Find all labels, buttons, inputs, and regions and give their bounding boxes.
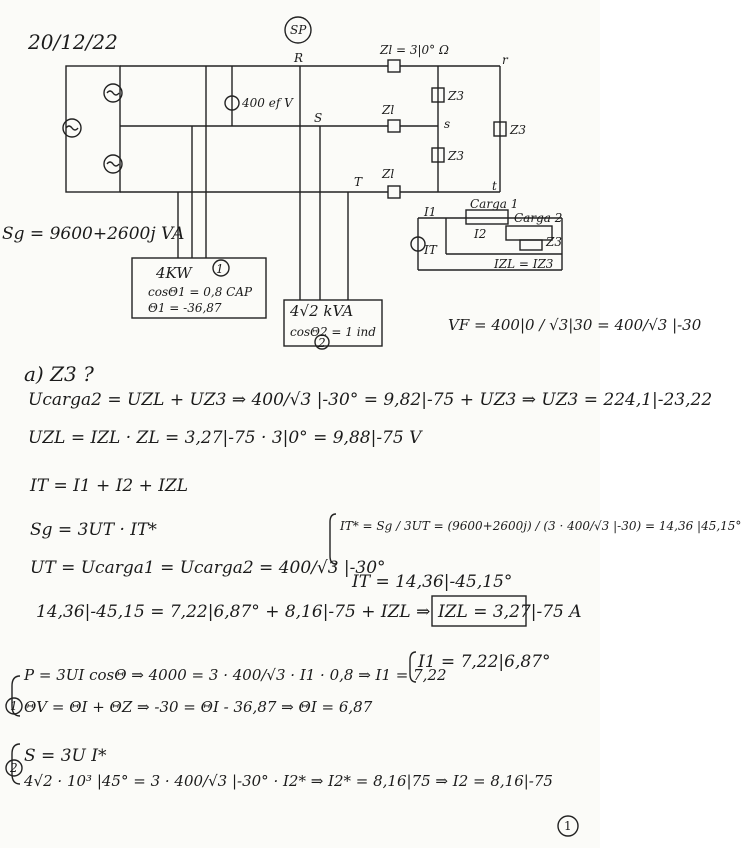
- eq-s-conj: S = 3U I*: [24, 746, 107, 766]
- voltmeter-label: 400 ef V: [242, 96, 293, 110]
- zl-r-box: [388, 60, 400, 72]
- inset-z3-box: [520, 240, 542, 250]
- vf-formula: VF = 400|0 / √3|30 = 400/√3 |-30: [448, 316, 702, 334]
- inset-it-label: IT: [424, 243, 437, 257]
- inset-carga1-box: [466, 210, 508, 224]
- inset-carga2-label: Carga 2: [514, 211, 563, 225]
- step2-marker: 2: [10, 761, 18, 775]
- phase-s-label: S: [314, 111, 323, 125]
- eq-it-sum: IT = I1 + I2 + IZL: [30, 476, 189, 496]
- zl-t-box: [388, 186, 400, 198]
- eq-i2: 4√2 · 10³ |45° = 3 · 400/√3 |-30° · I2* ⇒ I2* = 8,16|75 ⇒ I2 = 8,16|-75: [24, 772, 553, 790]
- eq-it-conj: IT* = Sg / 3UT = (9600+2600j) / (3 · 400/√3 |-30) = 14,36 |45,15°: [340, 519, 741, 533]
- load1-angle: Θ1 = -36,87: [148, 301, 222, 315]
- node-s-label: s: [444, 117, 451, 131]
- eq-power-i1: P = 3UI cosΘ ⇒ 4000 = 3 · 400/√3 · I1 · 0,8 ⇒ I1 = 7,22: [24, 666, 447, 684]
- eq-uzl: UZL = IZL · ZL = 3,27|-75 · 3|0° = 9,88|-75 V: [28, 428, 422, 448]
- load2-pf: cosΘ2 = 1 ind: [290, 325, 376, 339]
- load2-power: 4√2 kVA: [290, 302, 354, 320]
- inset-eq-label: IZL = IZ3: [494, 257, 554, 271]
- sp-tag: SP: [290, 23, 307, 37]
- eq-izl-calc: 14,36|-45,15 = 7,22|6,87° + 8,16|-75 + IZL ⇒: [36, 602, 431, 622]
- izl-result: IZL = 3,27|-75 A: [438, 602, 582, 622]
- inset-i1-label: I1: [424, 205, 437, 219]
- eq-ut: UT = Ucarga1 = Ucarga2 = 400/√3 |-30°: [30, 558, 386, 578]
- zl-t-label: Zl: [382, 167, 395, 181]
- zl-s-label: Zl: [382, 103, 395, 117]
- eq-sg: Sg = 3UT · IT*: [30, 520, 157, 540]
- phase-t-label: T: [354, 175, 363, 189]
- part-a-title: a) Z3 ?: [24, 362, 94, 386]
- inset-carga1-label: Carga 1: [470, 197, 519, 211]
- eq-ucarga2: Ucarga2 = UZL + UZ3 ⇒ 400/√3 |-30° = 9,82|-75 + UZ3 ⇒ UZ3 = 224,1|-23,22: [28, 390, 713, 410]
- load1-pf: cosΘ1 = 0,8 CAP: [148, 285, 253, 299]
- zl-s-box: [388, 120, 400, 132]
- z3-a-label: Z3: [448, 89, 464, 103]
- load1-number: 1: [216, 262, 224, 276]
- zl-r-label: Zl = 3|0° Ω: [380, 43, 449, 57]
- date: 20/12/22: [28, 30, 118, 54]
- inset-z3-label: Z3: [546, 235, 562, 249]
- page-number: 1: [564, 819, 572, 833]
- node-r-label: r: [502, 53, 508, 67]
- sg-label: Sg = 9600+2600j VA: [2, 224, 185, 244]
- node-t-label: t: [492, 179, 497, 193]
- eq-it-result: IT = 14,36|-45,15°: [352, 572, 513, 592]
- step1-marker: 1: [10, 699, 18, 713]
- z3-b-label: Z3: [448, 149, 464, 163]
- i1-result: I1 = 7,22|6,87°: [418, 652, 551, 672]
- inset-i2-label: I2: [474, 227, 487, 241]
- load1-power: 4KW: [156, 264, 192, 282]
- phase-r-label: R: [294, 51, 304, 65]
- z3-c-label: Z3: [510, 123, 526, 137]
- eq-theta: ΘV = ΘI + ΘZ ⇒ -30 = ΘI - 36,87 ⇒ ΘI = 6,87: [24, 698, 373, 716]
- load2-number: 2: [318, 336, 326, 350]
